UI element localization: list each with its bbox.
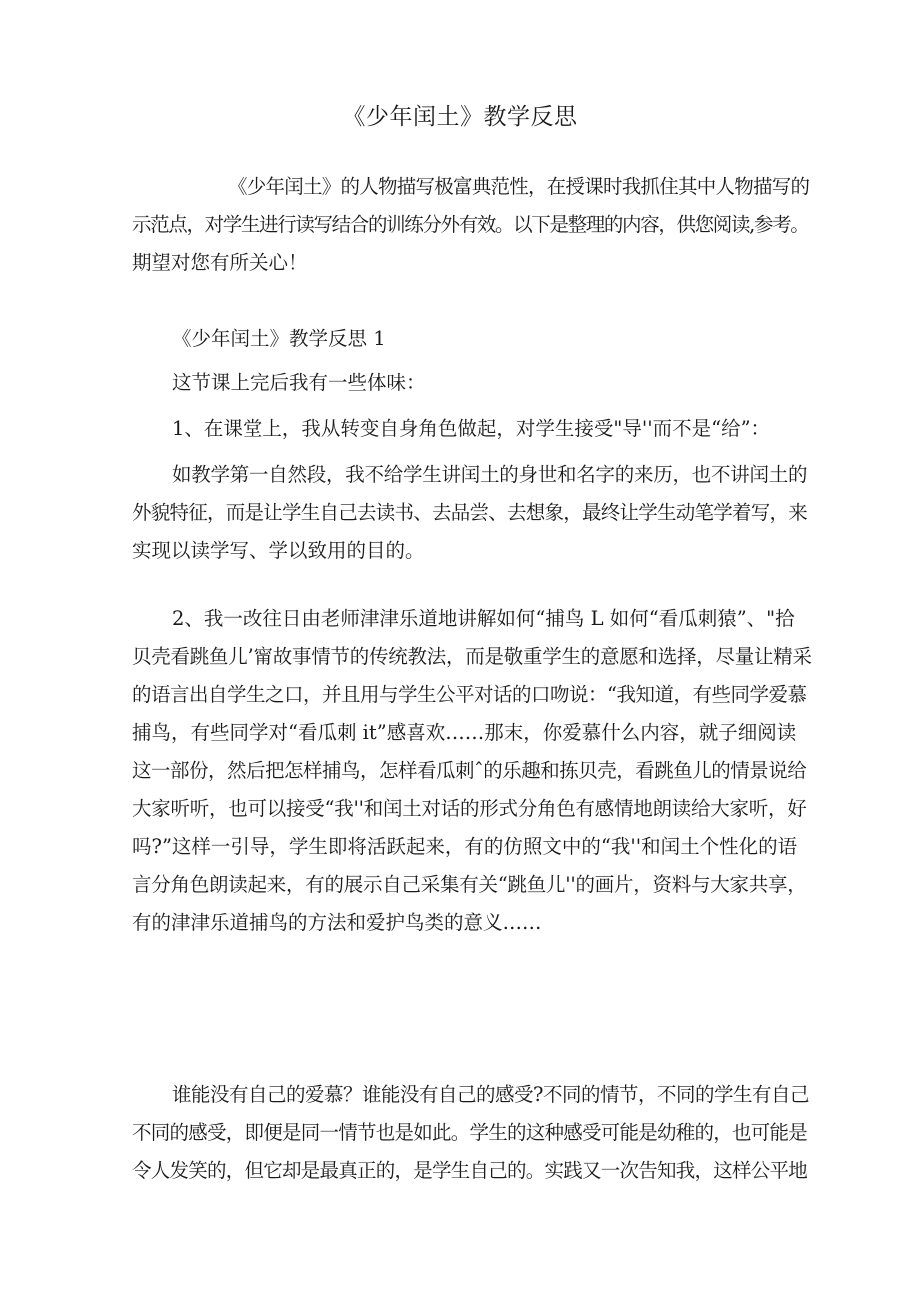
section-heading [172,320,852,358]
point-2-line: 贝壳看跳鱼儿’甯故事情节的传统教法，而是敬重学生的意愿和选择，尽量让精采 [132,645,812,668]
intro-line: 期望对您有所关心！ [132,251,308,274]
point-2-line: 捕鸟，有些同学对“看瓜刺 it”感喜欢……那末，你爱慕什么内容，就子细阅读 [132,721,797,744]
reflection-line: 谁能没有自己的爱慕？谁能没有自己的感受?不同的情节，不同的学生有自己 [172,1083,809,1106]
point-1-detail-line: 外貌特征，而是让学生自己去读书、去品尝、去想象，最终让学生动笔学着写，来 [132,501,808,524]
point-1 [172,410,852,448]
reflection-paragraph [132,1076,812,1190]
point-1-detail-line: 实现以读学写、学以致用的目的。 [132,539,425,562]
point-2-line: 有的津津乐道捕鸟的方法和爱护鸟类的意义…… [132,911,542,934]
intro-line: 《少年闰土》的人物描写极富典范性，在授课时我抓住其中人物描写的 [228,175,810,198]
point-2-line: 2、我一改往日由老师津津乐道地讲解如何“捕鸟 L 如何“看瓜刺猿”、"拾 [172,607,795,630]
lead-text: 这节课上完后我有一些体味： [172,371,426,394]
intro-line: 示范点，对学生进行读写结合的训练分外有效。以下是整理的内容，供您阅读,参考。 [132,213,809,236]
point-2-line: 吗?”这样一引导，学生即将活跃起来，有的仿照文中的“我''和闰土个性化的语 [132,835,798,858]
point-1-text: 1、在课堂上，我从转变自身角色做起，对学生接受"导''而不是“给”： [172,417,771,440]
intro-paragraph [132,168,812,282]
point-2 [132,600,812,942]
document-title: 《少年闰土》教学反思 [342,104,578,130]
reflection-line: 令人发笑的，但它却是最真正的，是学生自己的。实践又一次告知我，这样公平地 [132,1159,808,1182]
point-1-detail-line: 如教学第一自然段，我不给学生讲闰土的身世和名字的来历，也不讲闰土的 [172,463,808,486]
reflection-line: 不同的感受，即便是同一情节也是如此。学生的这种感受可能是幼稚的，也可能是 [132,1121,808,1144]
point-2-line: 的语言出自学生之口，并且用与学生公平对话的口吻说：“我知道，有些同学爱慕 [132,683,807,706]
point-2-line: 大家听听，也可以接受“我''和闰土对话的形式分角色有感情地朗读给大家听，好 [132,797,807,820]
point-2-line: 言分角色朗读起来，有的展示自己采集有关“跳鱼儿''的画片，资料与大家共享， [132,873,807,896]
lead-paragraph [172,364,852,402]
point-1-detail [132,456,812,570]
section-heading-text: 《少年闰土》教学反思 1 [172,327,386,350]
point-2-line: 这一部份，然后把怎样捕鸟，怎样看瓜刺ˆ的乐趣和拣贝壳，看跳鱼儿的情景说给 [132,759,807,782]
